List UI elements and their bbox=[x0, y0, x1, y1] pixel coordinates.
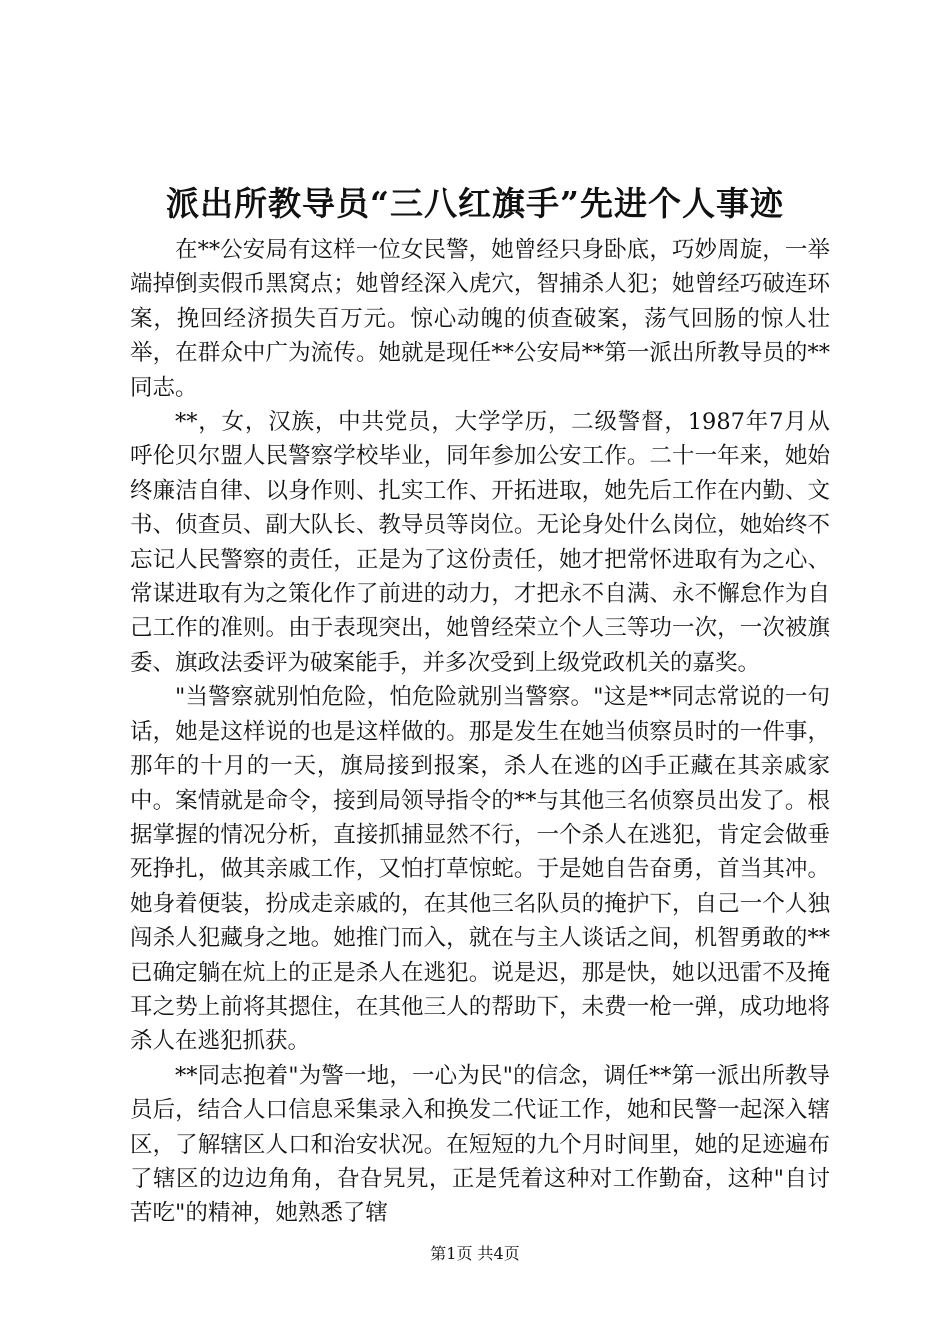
page-number-footer: 第1页 共4页 bbox=[430, 1244, 520, 1263]
paragraph-arrest-story: "当警察就别怕危险，怕危险就别当警察。"这是**同志常说的一句话，她是这样说的也是这样做的。那是发生在她当侦察员时的一件事，那年的十月的一天，旗局接到报案，杀人在逃的凶手正藏在其亲戚家中。案情就是命令，接到局领导指令的**与其他三名侦察员出发了。根据掌握的情况分析，直接抓捕显然不行，一个杀人在逃犯，肯定会做垂死挣扎，做其亲戚工作，又怕打草惊蛇。于是她自告奋勇，首当其冲。她身着便装，扮成走亲戚的，在其他三名队员的掩护下，自己一个人独闯杀人犯藏身之地。她推门而入，就在与主人谈话之间，机智勇敢的**已确定躺在炕上的正是杀人在逃犯。说是迟，那是快，她以迅雷不及掩耳之势上前将其摁住，在其他三人的帮助下，未费一枪一弹，成功地将杀人在逃犯抓获。 bbox=[130, 684, 830, 1055]
paragraph-profile: **，女，汉族，中共党员，大学学历，二级警督，1987年7月从呼伦贝尔盟人民警察学校毕业，同年参加公安工作。二十一年来，她始终廉洁自律、以身作则、扎实工作、开拓进取，她先后工作在内勤、文书、侦查员、副大队长、教导员等岗位。无论身处什么岗位，她始终不忘记人民警察的责任，正是为了这份责任，她才把常怀进取有为之心、常谋进取有为之策化作了前进的动力，才把永不自满、永不懈怠作为自己工作的准则。由于表现突出，她曾经荣立个人三等功一次，一次被旗委、旗政法委评为破案能手，并多次受到上级党政机关的嘉奖。 bbox=[130, 409, 830, 676]
document-title: 派出所教导员“三八红旗手”先进个人事迹 bbox=[166, 184, 784, 223]
paragraph-intro: 在**公安局有这样一位女民警，她曾经只身卧底，巧妙周旋，一举端掉倒卖假币黑窝点；她曾经深入虎穴，智捕杀人犯；她曾经巧破连环案，挽回经济损失百万元。惊心动魄的侦查破案，荡气回肠的惊人壮举，在群众中广为流传。她就是现任**公安局**第一派出所教导员的**同志。 bbox=[130, 237, 830, 401]
paragraph-community-work: **同志抱着"为警一地，一心为民"的信念，调任**第一派出所教导员后，结合人口信息采集录入和换发二代证工作，她和民警一起深入辖区，了解辖区人口和治安状况。在短短的九个月时间里，她的足迹遍布了辖区的边边角角，旮旮旯旯，正是凭着这种对工作勤奋，这种"自讨苦吃"的精神，她熟悉了辖 bbox=[130, 1062, 830, 1227]
document-body bbox=[130, 233, 830, 1231]
